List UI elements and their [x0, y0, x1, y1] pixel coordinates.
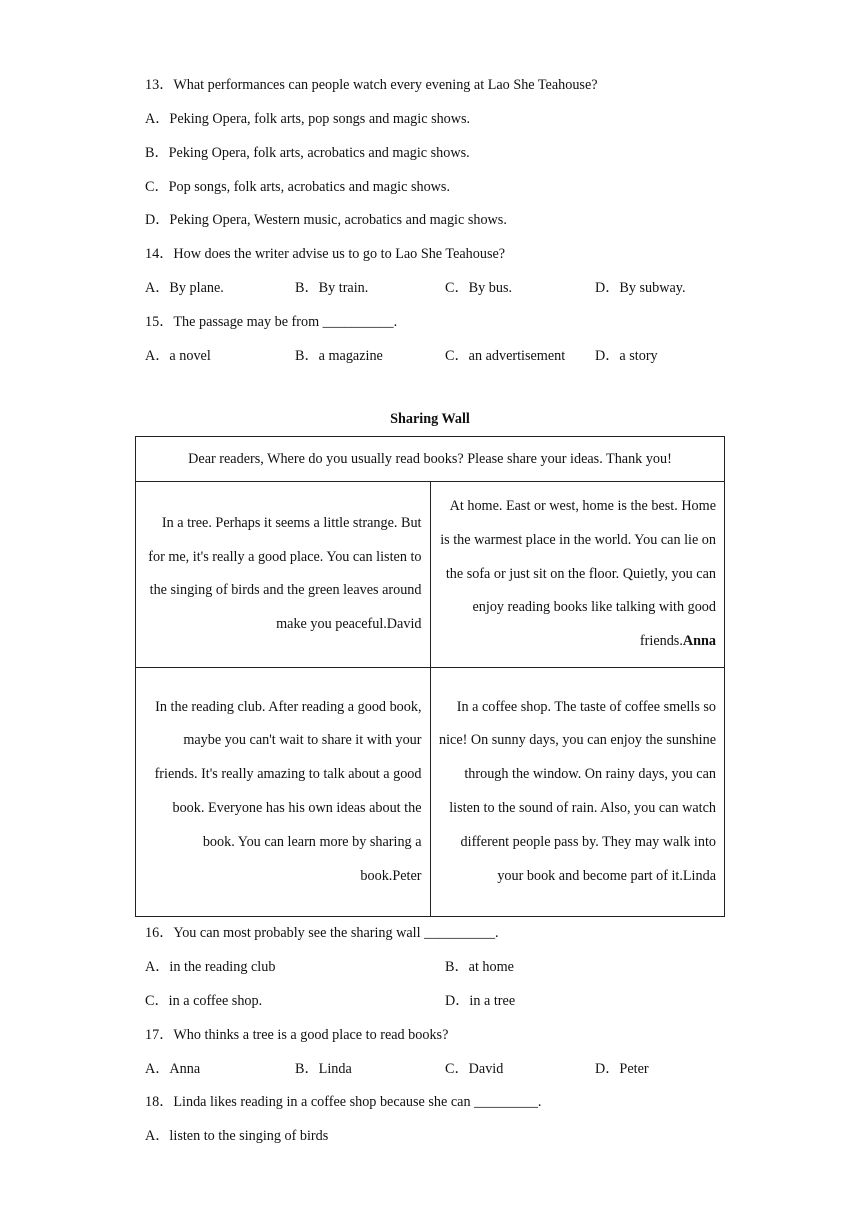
q18-question: 18．Linda likes reading in a coffee shop because she can _________. — [145, 1094, 542, 1110]
post-david-text: In a tree. Perhaps it seems a little strange. But for me, it's really a good place. You can listen to the singing of birds and the green leaves around make you peaceful.David — [148, 514, 422, 633]
post-peter-text: In the reading club. After reading a good book, maybe you can't wait to share it with your friends. It's really amazing to talk about a good book. Everyone has his own ideas about the book. You can learn more by sharing a book.Peter — [154, 698, 422, 884]
post-anna-text: At home. East or west, home is the best. Home is the warmest place in the world. You can lie on the sofa or just sit on the floor. Quietly, you can enjoy reading books like talking with good friends. — [440, 498, 716, 650]
q13-option-b: B．Peking Opera, folk arts, acrobatics and magic shows. — [145, 145, 470, 161]
q17-option-d: D．Peter — [595, 1061, 649, 1077]
sharing-wall-title: Sharing Wall — [390, 411, 470, 427]
post-anna — [430, 482, 725, 668]
q16-question: 16．You can most probably see the sharing wall __________. — [145, 925, 499, 941]
q13-option-a: A．Peking Opera, folk arts, pop songs and magic shows. — [145, 111, 471, 127]
q15-option-d: D．a story — [595, 348, 658, 364]
q17-question: 17．Who thinks a tree is a good place to read books? — [145, 1027, 449, 1043]
q14-option-c: C．By bus. — [445, 280, 513, 296]
post-david — [136, 482, 431, 668]
q17-option-c: C．David — [445, 1061, 504, 1077]
q18-option-a: A．listen to the singing of birds — [145, 1128, 329, 1144]
q14-option-b: B．By train. — [295, 280, 369, 296]
q17-option-a: A．Anna — [145, 1061, 201, 1077]
post-linda — [430, 667, 725, 916]
q16-option-c: C．in a coffee shop. — [145, 993, 263, 1009]
q13-option-c: C．Pop songs, folk arts, acrobatics and magic shows. — [145, 179, 450, 195]
q13-option-d: D．Peking Opera, Western music, acrobatics and magic shows. — [145, 212, 507, 228]
sharing-wall-prompt: Dear readers, Where do you usually read books? Please share your ideas. Thank you! — [136, 437, 725, 482]
post-peter — [136, 667, 431, 916]
q13-question: 13．What performances can people watch every evening at Lao She Teahouse? — [145, 77, 598, 93]
q14-option-a: A．By plane. — [145, 280, 224, 296]
q17-option-b: B．Linda — [295, 1061, 352, 1077]
q14-option-d: D．By subway. — [595, 280, 686, 296]
q15-question: 15．The passage may be from __________. — [145, 314, 398, 330]
q14-question: 14．How does the writer advise us to go to Lao She Teahouse? — [145, 246, 506, 262]
q15-option-c: C．an advertisement — [445, 348, 566, 364]
q16-option-b: B．at home — [445, 959, 514, 975]
q16-option-a: A．in the reading club — [145, 959, 276, 975]
q16-option-d: D．in a tree — [445, 993, 516, 1009]
q15-option-a: A．a novel — [145, 348, 211, 364]
sharing-wall-table — [135, 436, 725, 917]
post-anna-name: Anna — [682, 633, 716, 650]
post-linda-text: In a coffee shop. The taste of coffee smells so nice! On sunny days, you can enjoy the sunshine through the window. On rainy days, you can listen to the sound of rain. Also, you can watch different people pass by. They may walk into your book and become part of it.Linda — [439, 698, 716, 884]
q15-option-b: B．a magazine — [295, 348, 383, 364]
